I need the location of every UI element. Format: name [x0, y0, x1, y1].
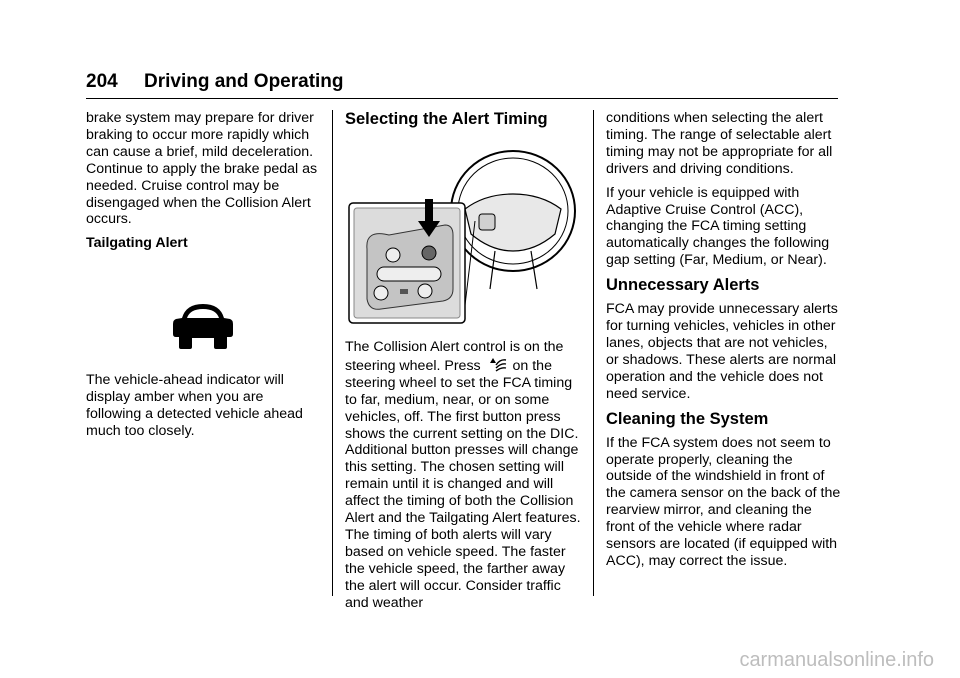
paragraph-vehicle-ahead: The vehicle-ahead indicator will display amber when you are following a detected vehicle ahead much too closely. [86, 372, 303, 439]
column-3 [606, 110, 842, 577]
paragraph-conditions: conditions when selecting the alert timing. The range of selectable alert timing may not be appropriate for all drivers and driving conditions. [606, 110, 833, 177]
paragraph-cleaning: If the FCA system does not seem to operate properly, cleaning the outside of the windshield in front of the camera sensor on the back of the rearview mirror, and cleaning the front of the vehicle where radar sensors are located (if equipped with ACC), may correct the issue. [606, 434, 841, 569]
collision-alert-timing-icon [487, 356, 507, 372]
heading-cleaning-system: Cleaning the System [606, 409, 769, 428]
column-1 [86, 110, 322, 447]
page-number: 204 [86, 71, 118, 92]
tailgating-alert-subhead: Tailgating Alert [86, 235, 188, 252]
heading-unnecessary-alerts: Unnecessary Alerts [606, 276, 760, 295]
column-divider-1 [332, 110, 333, 596]
watermark: carmanualsonline.info [739, 649, 934, 671]
page-header [86, 70, 838, 99]
paragraph-brake-system: brake system may prepare for driver braking to occur more rapidly which can cause a brief, mild deceleration. Continue to apply the brake pedal as needed. Cruise control may be disengaged when the Collision Alert occurs. [86, 110, 318, 228]
heading-selecting-alert-timing: Selecting the Alert Timing [345, 110, 548, 128]
vehicle-ahead-indicator-icon [172, 302, 234, 350]
paragraph-unnecessary-alerts: FCA may provide unnecessary alerts for turning vehicles, vehicles in other lanes, objects that are not vehicles, or shadows. These alerts are normal operation and the vehicle does not need service. [606, 301, 838, 402]
paragraph-acc: If your vehicle is equipped with Adaptive Cruise Control (ACC), changing the FCA timing setting automatically changes the following gap setting (Far, Medium, or Near). [606, 184, 830, 269]
steering-wheel-control-illustration [345, 139, 581, 329]
column-divider-2 [593, 110, 594, 596]
section-title: Driving and Operating [144, 71, 344, 92]
paragraph-collision-alert-control: The Collision Alert control is on the steering wheel. Press on the steering wheel to set the FCA timing to far, medium, near, or on some vehicles, off. The first button press shows the current setting on the DIC. Additional button presses will change this setting. The chosen setting will remain until it is changed and will affect the timing of both the Collision Alert and the Tailgating Alert features. The timing of both alerts will vary based on vehicle speed. The faster the vehicle speed, the farther away the alert will occur. Consider traffic and weather [345, 339, 581, 611]
column-2 [345, 110, 585, 619]
